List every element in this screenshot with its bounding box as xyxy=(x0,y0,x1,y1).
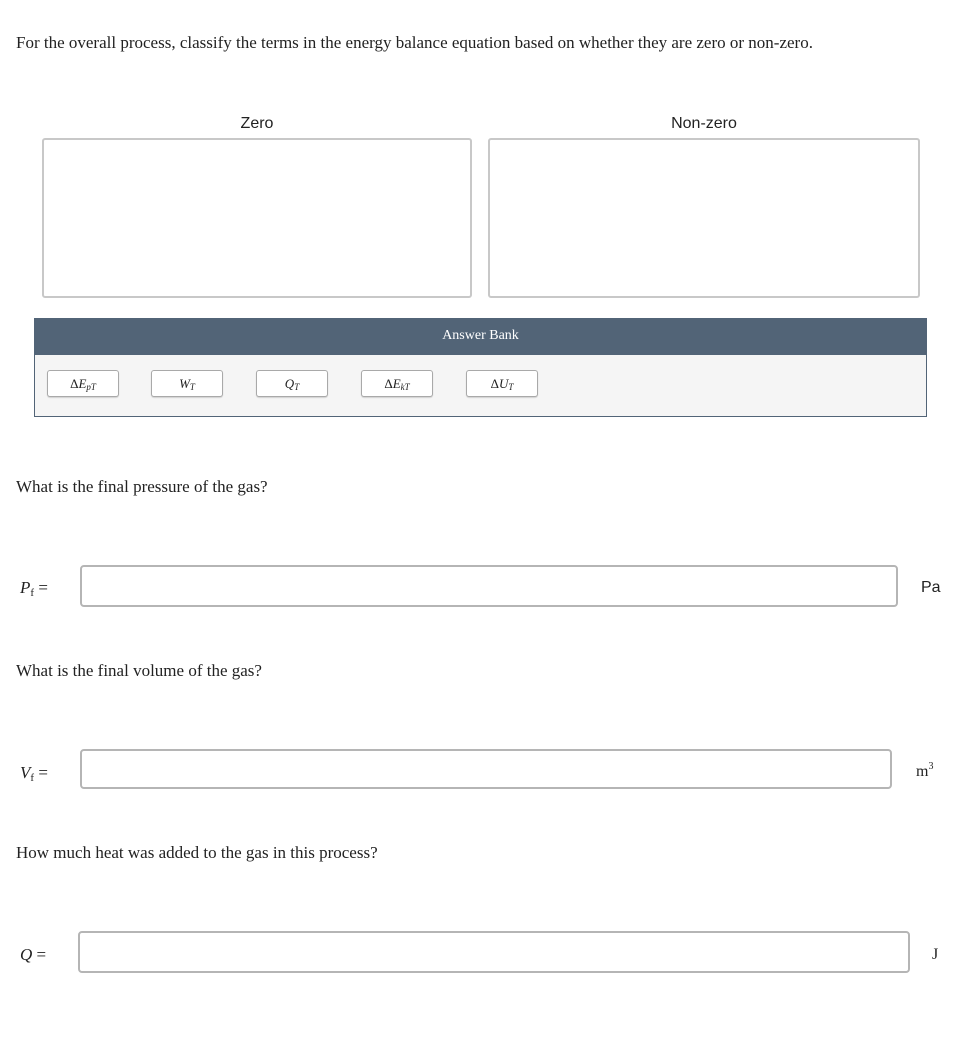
volume-subscript: f xyxy=(30,772,35,784)
chip-symbol: E xyxy=(78,376,87,391)
answer-bank xyxy=(34,318,927,417)
volume-label xyxy=(20,763,48,783)
pressure-subscript: f xyxy=(30,587,35,599)
classification-prompt: For the overall process, classify the terms in the energy balance equation based on whether they are zero or non-zero. xyxy=(16,33,813,52)
chip-symbol: E xyxy=(392,376,401,391)
volume-unit-base: m xyxy=(916,763,929,780)
zero-zone-title: Zero xyxy=(240,115,274,132)
nonzero-drop-zone[interactable] xyxy=(488,138,920,298)
chip-symbol: Q xyxy=(284,376,295,391)
answer-chip-delta-e-pt[interactable] xyxy=(47,370,119,397)
equals-sign: = xyxy=(38,578,48,597)
pressure-question: What is the final pressure of the gas? xyxy=(16,477,268,496)
answer-chip-delta-e-kt[interactable] xyxy=(361,370,433,397)
chip-symbol: U xyxy=(498,376,509,391)
chip-prefix: Δ xyxy=(490,376,499,391)
volume-symbol: V xyxy=(20,763,31,782)
chip-subscript: kT xyxy=(400,382,410,392)
chip-prefix: Δ xyxy=(384,376,393,391)
chip-prefix: Δ xyxy=(70,376,79,391)
heat-label xyxy=(20,945,46,965)
pressure-unit: Pa xyxy=(921,579,941,596)
heat-question: How much heat was added to the gas in this process? xyxy=(16,843,378,862)
answer-bank-title: Answer Bank xyxy=(35,319,926,355)
zero-drop-zone[interactable] xyxy=(42,138,472,298)
volume-question: What is the final volume of the gas? xyxy=(16,661,262,680)
volume-input[interactable] xyxy=(80,749,892,789)
answer-chip-w-t[interactable] xyxy=(151,370,223,397)
pressure-symbol: P xyxy=(20,578,31,597)
nonzero-zone-title: Non-zero xyxy=(671,115,737,132)
chip-symbol: W xyxy=(179,376,190,391)
volume-unit-exponent: 3 xyxy=(928,761,934,772)
answer-chip-q-t[interactable] xyxy=(256,370,328,397)
heat-unit: J xyxy=(932,946,939,963)
chip-subscript: T xyxy=(508,382,514,392)
chip-subscript: T xyxy=(294,382,300,392)
chip-subscript: pT xyxy=(86,382,96,392)
equals-sign: = xyxy=(38,763,48,782)
pressure-input[interactable] xyxy=(80,565,898,607)
heat-symbol: Q xyxy=(20,945,33,964)
equals-sign: = xyxy=(36,945,47,964)
answer-chip-delta-u-t[interactable] xyxy=(466,370,538,397)
heat-input[interactable] xyxy=(78,931,910,973)
volume-unit xyxy=(916,762,933,782)
pressure-label xyxy=(20,578,48,598)
chip-subscript: T xyxy=(189,382,195,392)
